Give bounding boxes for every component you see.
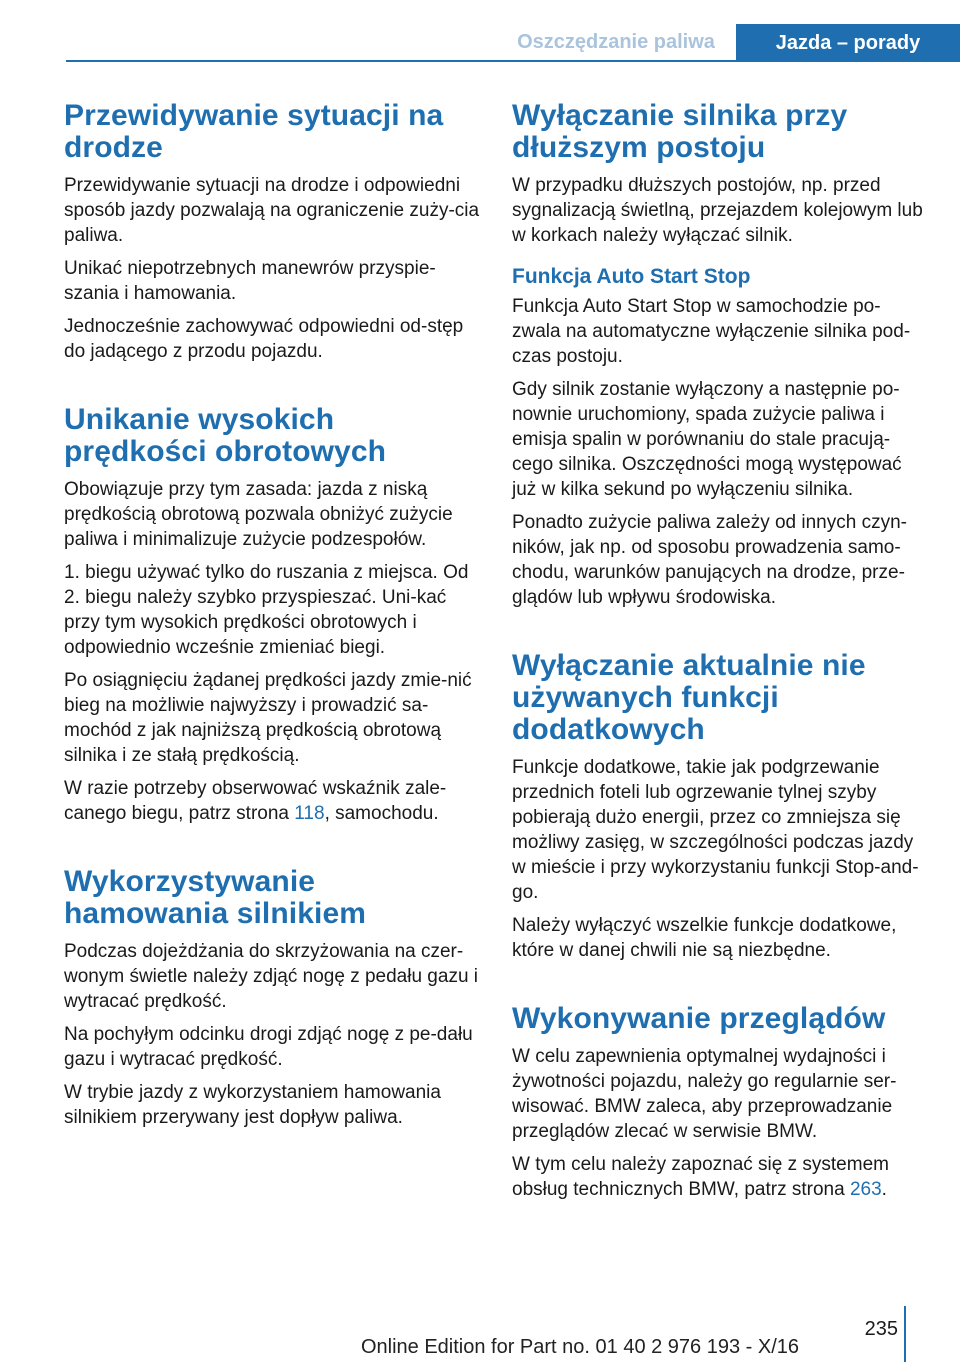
subsection-title: Funkcja Auto Start Stop (512, 265, 751, 288)
paragraph: Obowiązuje przy tym zasada: jazda z niską prędkością obrotową pozwala obniżyć zużycie paliwa i minimalizuje zużycie podzespołów. (64, 479, 453, 550)
paragraph-text: W razie potrzeby obserwować wskaźnik zale‐canego biegu, patrz strona (64, 778, 447, 824)
paragraph (512, 1152, 926, 1202)
paragraph (64, 776, 480, 826)
paragraph: Gdy silnik zostanie wyłączony a następnie po‐nownie uruchomiony, spada zużycie paliwa i emisja spalin w porównaniu do stale pracują‐cego silnika. Oszczędności mogą występować już w kilka sekund po wyłączeniu silnika. (512, 379, 902, 500)
paragraph: Unikać niepotrzebnych manewrów przyspie‐szania i hamowania. (64, 258, 436, 304)
paragraph: Funkcja Auto Start Stop w samochodzie po‐zwala na automatyczne wyłączenie silnika pod‐czas postoju. (512, 296, 911, 367)
paragraph-text: W tym celu należy zapoznać się z systemem obsług technicznych BMW, patrz strona (512, 1154, 889, 1200)
section-engine-braking (64, 866, 480, 1130)
section-engine-off (512, 100, 926, 610)
section-service (512, 1003, 926, 1202)
paragraph-text: . (881, 1179, 887, 1200)
section-title: Unikanie wysokich prędkości obrotowych (64, 403, 387, 468)
paragraph-text: , samochodu. (324, 803, 439, 824)
section-title: Przewidywanie sytuacji na drodze (64, 99, 444, 164)
page-link-118[interactable]: 118 (294, 803, 325, 824)
paragraph: Po osiągnięciu żądanej prędkości jazdy zmie‐nić bieg na możliwie najwyższy i prowadzić sa‐mochód z jak najniższą prędkością obrotową silnika i ze stałą prędkością. (64, 670, 472, 766)
paragraph: 1. biegu używać tylko do ruszania z miejsca. Od 2. biegu należy szybko przyspieszać. Uni‐kać przy tym wysokich prędkości obrotowych i odpowiednio wcześnie zmieniać biegi. (64, 562, 469, 658)
section-title: Wyłączanie aktualnie nie używanych funkcji dodatkowych (512, 649, 866, 746)
paragraph: Należy wyłączyć wszelkie funkcje dodatkowe, które w danej chwili nie są niezbędne. (512, 915, 897, 961)
paragraph: W trybie jazdy z wykorzystaniem hamowania silnikiem przerywany jest dopływ paliwa. (64, 1082, 441, 1128)
right-column (512, 100, 926, 1242)
paragraph: Ponadto zużycie paliwa zależy od innych czyn‐ników, jak np. od sposobu prowadzenia samo‐chodu, warunków panujących na drodze, prze‐glądów lub wpływu środowiska. (512, 512, 907, 608)
paragraph: W celu zapewnienia optymalnej wydajności i żywotności pojazdu, należy go regularnie ser‐wisować. BMW zaleca, aby przeprowadzanie przeglądów zlecać w serwisie BMW. (512, 1046, 897, 1142)
paragraph: W przypadku dłuższych postojów, np. przed sygnalizacją świetlną, przejazdem kolejowym lub w korkach należy wyłączać silnik. (512, 175, 923, 246)
section-title: Wyłączanie silnika przy dłuższym postoju (512, 99, 848, 164)
left-column (64, 100, 480, 1170)
section-extra-functions (512, 650, 926, 963)
page-link-263[interactable]: 263 (849, 1179, 882, 1200)
section-high-rpm (64, 404, 480, 826)
paragraph: Jednocześnie zachowywać odpowiedni od‐stęp do jadącego z przodu pojazdu. (64, 316, 464, 362)
footer-rule (904, 1306, 906, 1362)
section-title: Wykorzystywanie hamowania silnikiem (64, 865, 367, 930)
page-number: 235 (864, 1318, 898, 1340)
paragraph: Przewidywanie sytuacji na drodze i odpowiedni sposób jazdy pozwalają na ograniczenie zuży‐cia paliwa. (64, 175, 480, 246)
header-tab-section[interactable]: Oszczędzanie paliwa (517, 31, 715, 53)
header-tab-chapter[interactable]: Jazda – porady (736, 24, 960, 62)
paragraph: Funkcje dodatkowe, takie jak podgrzewanie przednich foteli lub ogrzewanie tylnej szyby pobierają dużo energii, przez co zmniejsza się możliwy zasięg, w szczególności podczas jazdy w mieście i przy wykorzystaniu funkcji Stop-and-go. (512, 757, 919, 903)
section-title: Wykonywanie przeglądów (512, 1002, 886, 1035)
paragraph: Podczas dojeżdżania do skrzyżowania na czer‐wonym świetle należy zdjąć nogę z pedału gazu i wytracać prędkość. (64, 941, 479, 1012)
footer-edition: Online Edition for Part no. 01 40 2 976 193 - X/16 (360, 1336, 800, 1358)
section-anticipation (64, 100, 480, 364)
paragraph: Na pochyłym odcinku drogi zdjąć nogę z pe‐dału gazu i wytracać prędkość. (64, 1024, 473, 1070)
